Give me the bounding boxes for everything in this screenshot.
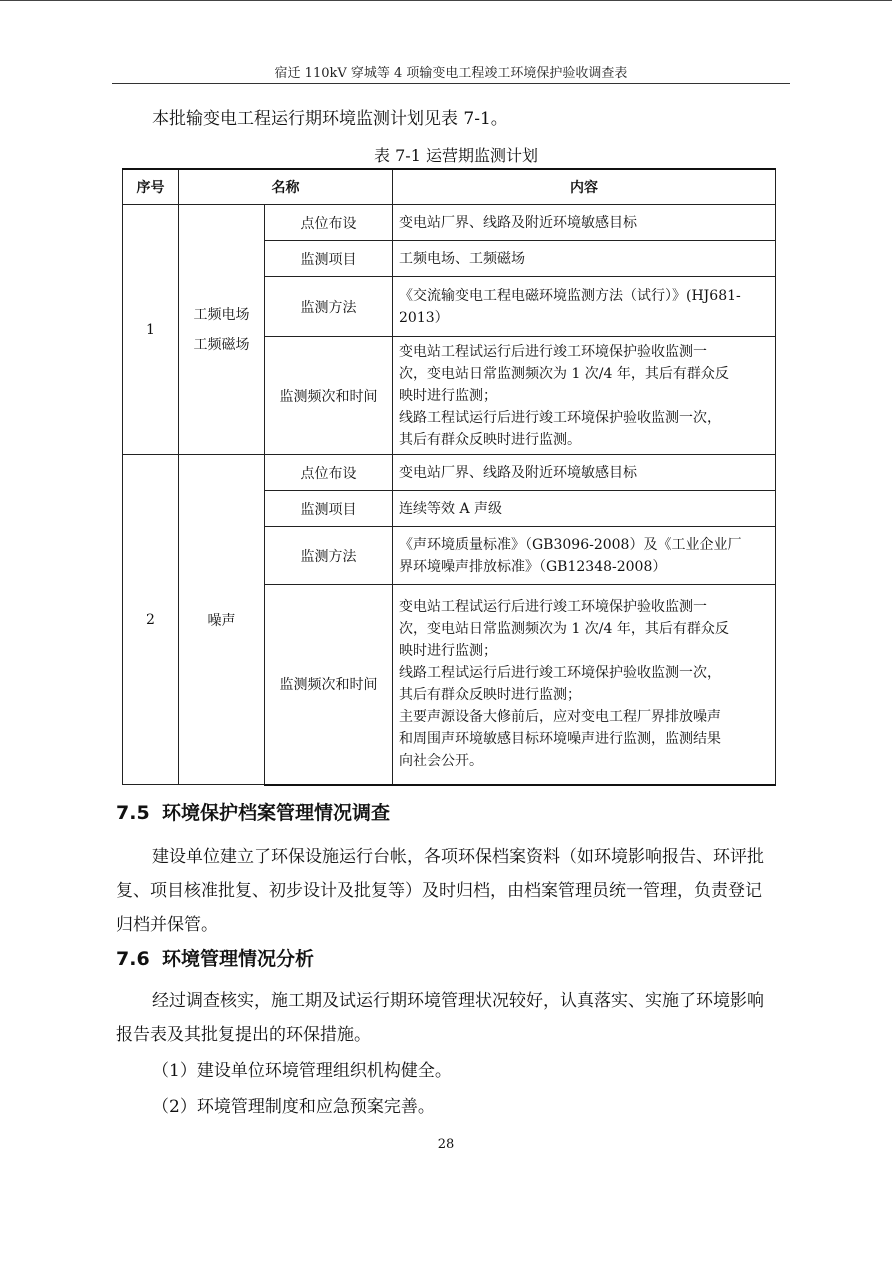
table-header-row <box>123 169 776 205</box>
row-item: 监测方法 <box>265 277 393 337</box>
monitoring-plan-table <box>122 168 776 786</box>
content-line: 和周围声环境敏感目标环境噪声进行监测，监测结果 <box>399 731 721 748</box>
row-name <box>179 455 265 785</box>
section-7-6-line: 经过调查核实，施工期及试运行期环境管理状况较好，认真落实、实施了环境影响 <box>152 991 764 1011</box>
content-line: 次，变电站日常监测频次为 1 次/4 年，其后有群众反 <box>399 365 729 382</box>
content-line: 映时进行监测； <box>399 387 497 404</box>
header-name: 名称 <box>179 169 393 205</box>
content-line: 变电站厂界、线路及附近环境敏感目标 <box>399 214 637 231</box>
content-line: 变电站工程试运行后进行竣工环境保护验收监测一 <box>399 343 707 360</box>
section-7-6-heading <box>116 944 314 971</box>
content-line: 线路工程试运行后进行竣工环境保护验收监测一次， <box>399 665 721 682</box>
name-line: 工频电场 <box>193 306 250 323</box>
row-item: 监测项目 <box>265 491 393 527</box>
row-content <box>393 241 776 277</box>
row-item: 监测方法 <box>265 527 393 585</box>
name-line: 工频磁场 <box>193 336 250 353</box>
list-item: （1）建设单位环境管理组织机构健全。 <box>152 1061 452 1081</box>
content-line: 界环境噪声排放标准》（GB12348-2008） <box>399 558 667 575</box>
row-content <box>393 491 776 527</box>
content-line: 2013） <box>399 309 449 326</box>
table-caption: 表 7-1 运营期监测计划 <box>374 146 538 165</box>
header-rule <box>112 83 790 84</box>
section-number: 7.6 <box>116 948 150 970</box>
content-line: 其后有群众反映时进行监测； <box>399 687 581 704</box>
header-no: 序号 <box>123 169 179 205</box>
row-number: 2 <box>123 455 179 785</box>
row-content <box>393 585 776 785</box>
top-border <box>0 0 892 1</box>
section-7-6-line: 报告表及其批复提出的环保措施。 <box>116 1025 371 1045</box>
section-title: 环境保护档案管理情况调查 <box>162 802 391 824</box>
content-line: 其后有群众反映时进行监测。 <box>399 431 581 448</box>
table-row <box>123 455 776 491</box>
header-content: 内容 <box>393 169 776 205</box>
section-title: 环境管理情况分析 <box>162 948 315 970</box>
row-item: 点位布设 <box>265 205 393 241</box>
row-item: 点位布设 <box>265 455 393 491</box>
page-header: 宿迁 110kV 穿城等 4 项输变电工程竣工环境保护验收调查表 <box>274 66 628 81</box>
content-line: 变电站工程试运行后进行竣工环境保护验收监测一 <box>399 599 707 616</box>
section-7-5-line: 归档并保管。 <box>116 915 218 935</box>
row-content <box>393 527 776 585</box>
content-line: 《声环境质量标准》（GB3096-2008）及《工业企业厂 <box>399 536 742 553</box>
table-row <box>123 205 776 241</box>
section-7-5-line: 复、项目核准批复、初步设计及批复等）及时归档，由档案管理员统一管理，负责登记 <box>116 881 762 901</box>
content-line: 《交流输变电工程电磁环境监测方法（试行）》(HJ681- <box>399 287 741 304</box>
row-item: 监测频次和时间 <box>265 585 393 785</box>
content-line: 映时进行监测； <box>399 643 497 660</box>
row-content <box>393 277 776 337</box>
row-content <box>393 455 776 491</box>
row-item: 监测频次和时间 <box>265 337 393 455</box>
content-line: 次，变电站日常监测频次为 1 次/4 年，其后有群众反 <box>399 621 729 638</box>
section-7-5-heading <box>116 798 390 825</box>
content-line: 工频电场、工频磁场 <box>399 250 525 267</box>
name-line: 噪声 <box>207 612 236 629</box>
row-content <box>393 205 776 241</box>
content-line: 变电站厂界、线路及附近环境敏感目标 <box>399 464 637 481</box>
section-number: 7.5 <box>116 802 150 824</box>
content-line: 连续等效 A 声级 <box>399 500 503 517</box>
section-7-5-line: 建设单位建立了环保设施运行台帐，各项环保档案资料（如环境影响报告、环评批 <box>152 847 764 867</box>
content-line: 向社会公开。 <box>399 753 483 770</box>
row-content <box>393 337 776 455</box>
intro-paragraph: 本批输变电工程运行期环境监测计划见表 7-1。 <box>152 109 508 129</box>
content-line: 主要声源设备大修前后，应对变电工程厂界排放噪声 <box>399 709 721 726</box>
content-line: 线路工程试运行后进行竣工环境保护验收监测一次， <box>399 409 721 426</box>
row-item: 监测项目 <box>265 241 393 277</box>
list-item: （2）环境管理制度和应急预案完善。 <box>152 1097 435 1117</box>
row-number: 1 <box>123 205 179 455</box>
row-name <box>179 205 265 455</box>
page-number: 28 <box>437 1137 455 1152</box>
